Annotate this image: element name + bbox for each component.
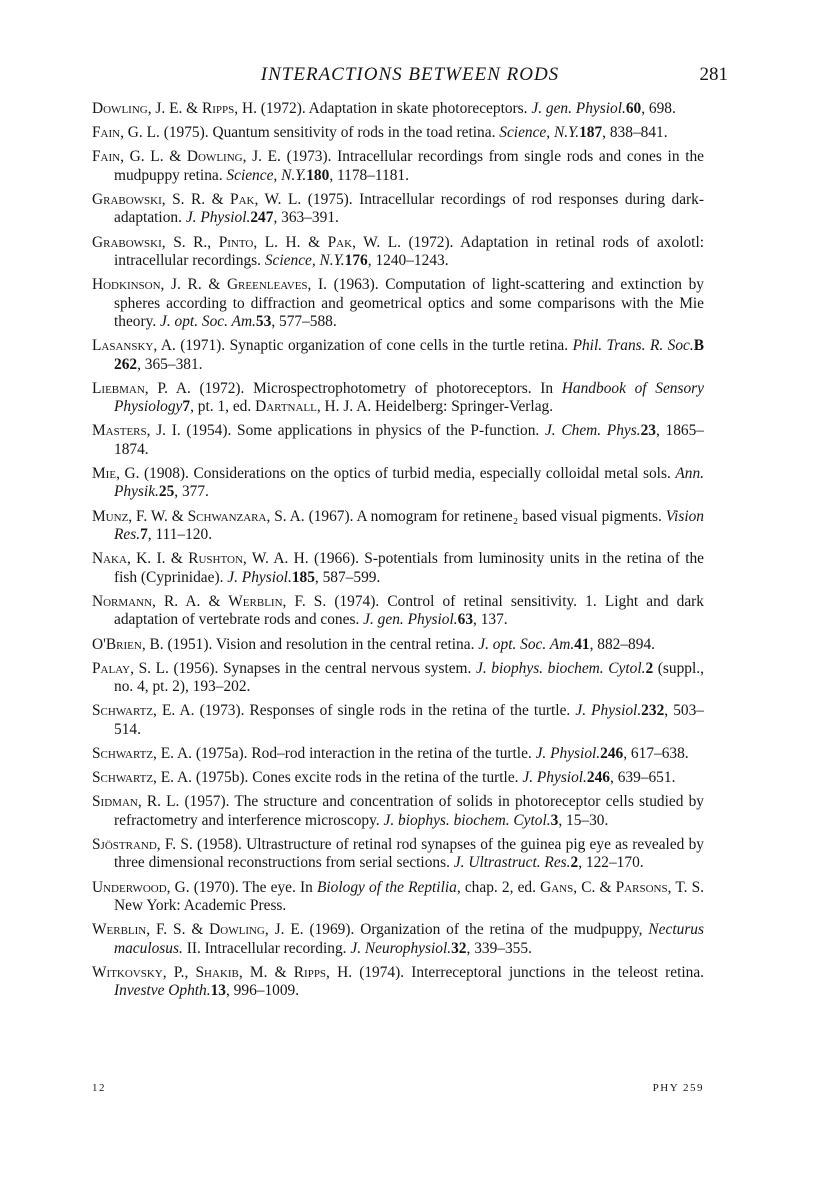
reference-item xyxy=(92,593,704,630)
reference-authors: Hodkinson, J. R. & Greenleaves, I. xyxy=(92,276,328,294)
reference-rest: (1958). Ultrastructure of retinal rod synapses of the guinea pig eye as revealed by three dimensional reconstructions from serial sections. xyxy=(114,835,704,872)
reference-rest: (1975b). Cones excite rods in the retina of the turtle. xyxy=(191,769,523,787)
reference-volume: 2 xyxy=(570,854,579,872)
reference-item xyxy=(92,550,704,587)
reference-pages: , 587–599. xyxy=(314,568,381,586)
reference-authors: Sjöstrand, F. S. xyxy=(92,835,193,853)
reference-pages: , 1865–1874. xyxy=(114,422,704,458)
reference-journal: J. Ultrastruct. Res. xyxy=(453,854,571,872)
page-footer xyxy=(92,1082,704,1102)
reference-item xyxy=(92,508,704,545)
reference-rest: (1963). Computation of light-scattering and extinction by spheres according to diffraction and geometrical optics and some comparisons with the Mie theory. xyxy=(114,276,705,331)
reference-journal: Necturus maculosus. xyxy=(114,921,704,957)
reference-volume: 185 xyxy=(291,568,315,586)
reference-journal: Vision Res. xyxy=(114,507,704,544)
reference-rest: (1971). Synaptic organization of cone cells in the turtle retina. xyxy=(175,337,573,355)
reference-authors: Grabowski, S. R., Pinto, L. H. & Pak, W. L. xyxy=(92,233,401,251)
reference-item xyxy=(92,234,704,271)
reference-journal: Science, N.Y. xyxy=(264,252,345,270)
reference-authors: Grabowski, S. R. & Pak, W. L. xyxy=(92,191,302,209)
reference-item xyxy=(92,100,704,118)
reference-volume: 32 xyxy=(451,939,467,957)
signature-mark: 12 xyxy=(92,1082,106,1094)
reference-volume: 63 xyxy=(457,611,474,629)
reference-authors: Witkovsky, P., Shakib, M. & Ripps, H. xyxy=(92,963,353,981)
reference-pages: , 377. xyxy=(174,483,209,501)
reference-pages: , 122–170. xyxy=(578,854,644,872)
reference-pages: , pt. 1, ed. xyxy=(190,398,256,416)
reference-journal: Ann. Physik. xyxy=(114,465,704,501)
reference-pages: , 111–120. xyxy=(147,526,213,544)
reference-rest: (1908). Considerations on the optics of turbid media, especially colloidal metal sols. xyxy=(139,465,676,483)
reference-volume: 60 xyxy=(625,100,642,117)
reference-pages: , 1178–1181. xyxy=(329,166,409,184)
reference-item xyxy=(92,191,704,228)
reference-rest: (1967). A nomogram for retinene₂ based visual pigments. xyxy=(304,507,666,525)
reference-volume: 13 xyxy=(210,982,226,1000)
reference-journal: J. gen. Physiol. xyxy=(531,100,626,117)
reference-pages: , 363–391. xyxy=(273,209,339,227)
reference-authors: Werblin, F. S. & Dowling, J. E. xyxy=(92,921,304,939)
reference-volume: 3 xyxy=(550,811,559,829)
reference-pages: , 15–30. xyxy=(558,811,609,829)
reference-rest: (1957). The structure and concentration of solids in photoreceptor cells studied by refractometry and interference microscopy. xyxy=(114,793,704,829)
reference-rest: (1969). Organization of the retina of the mudpuppy, xyxy=(303,921,649,939)
reference-volume: 176 xyxy=(344,252,368,270)
reference-journal: Science, N.Y. xyxy=(499,124,580,142)
reference-authors: Munz, F. W. & Schwanzara, S. A. xyxy=(92,507,305,525)
reference-item xyxy=(92,836,704,873)
reference-item xyxy=(92,465,704,502)
reference-authors: Schwartz, E. A. xyxy=(92,744,192,762)
reference-tail: , 339–355. xyxy=(466,939,532,957)
journal-code: PHY 259 xyxy=(652,1082,704,1094)
reference-journal: J. Physiol. xyxy=(185,209,251,227)
reference-authors: Normann, R. A. & Werblin, F. S. xyxy=(92,592,327,610)
reference-item xyxy=(92,769,704,787)
reference-authors: Masters, J. I. xyxy=(92,422,181,440)
reference-volume: 187 xyxy=(579,124,603,142)
reference-rest: (1973). Responses of single rods in the retina of the turtle. xyxy=(194,702,576,720)
reference-volume: 246 xyxy=(586,769,610,787)
page-header xyxy=(92,62,728,92)
reference-journal: J. Neurophysiol. xyxy=(350,939,452,957)
reference-volume: B 262 xyxy=(114,337,704,373)
reference-item xyxy=(92,921,704,958)
reference-pages: (suppl., no. 4, pt. 2), 193–202. xyxy=(114,659,704,696)
reference-authors: Dowling, J. E. & Ripps, H. xyxy=(92,100,257,117)
reference-rest: (1975). Quantum sensitivity of rods in the toad retina. xyxy=(159,124,500,142)
reference-pages: , 617–638. xyxy=(623,744,689,762)
reference-journal: Phil. Trans. R. Soc. xyxy=(572,337,694,355)
reference-rest: (1972). Adaptation in skate photoreceptors. xyxy=(256,100,532,117)
reference-journal: J. Physiol. xyxy=(227,568,292,586)
reference-journal: J. Physiol. xyxy=(522,769,587,787)
reference-volume: 25 xyxy=(158,483,175,501)
reference-rest: (1966). S-potentials from luminosity units in the retina of the fish (Cyprinidae). xyxy=(114,550,704,586)
reference-volume: 2 xyxy=(645,659,654,677)
reference-volume: 180 xyxy=(306,166,330,184)
reference-journal: J. biophys. biochem. Cytol. xyxy=(383,811,551,829)
reference-tail: New York: Academic Press. xyxy=(114,896,287,914)
reference-rest: (1973). Intracellular recordings from single rods and cones in the mudpuppy retina. xyxy=(114,148,705,184)
reference-item xyxy=(92,124,704,142)
reference-pages: , 882–894. xyxy=(589,635,655,653)
reference-authors: Mie, G. xyxy=(92,465,140,483)
reference-journal: Handbook of Sensory Physiology xyxy=(114,379,704,416)
reference-pages: , 137. xyxy=(473,611,508,629)
reference-rest: (1970). The eye. In xyxy=(189,878,317,896)
reference-journal: Biology of the Reptilia xyxy=(316,878,457,896)
reference-pages: , 838–841. xyxy=(602,124,668,142)
reference-journal: Investve Ophth. xyxy=(114,982,211,1000)
reference-rest: (1972). Adaptation in retinal rods of axolotl: intracellular recordings. xyxy=(114,233,704,270)
reference-item xyxy=(92,964,704,1001)
reference-authors: Fain, G. L. xyxy=(92,124,160,142)
reference-authors: Fain, G. L. & Dowling, J. E. xyxy=(92,148,281,166)
reference-pages: , 365–381. xyxy=(137,355,203,373)
reference-journal: J. Physiol. xyxy=(535,744,601,762)
reference-list xyxy=(92,100,704,1006)
reference-authors: Underwood, G. xyxy=(92,878,190,896)
reference-authors: Liebman, P. A. xyxy=(92,379,191,397)
reference-item xyxy=(92,660,704,697)
reference-pages: , chap. 2, ed. xyxy=(456,878,541,896)
reference-pages: , 639–651. xyxy=(610,769,676,787)
reference-volume: 23 xyxy=(640,422,656,440)
reference-authors: Schwartz, E. A. xyxy=(92,702,195,720)
reference-journal: J. biophys. biochem. Cytol. xyxy=(476,659,646,677)
reference-item xyxy=(92,380,704,417)
reference-volume: 247 xyxy=(250,209,274,227)
reference-item xyxy=(92,702,704,739)
page-number: 281 xyxy=(699,64,728,85)
reference-rest: (1974). Interreceptoral junctions in the teleost retina. xyxy=(352,963,704,981)
reference-rest: (1956). Synapses in the central nervous system. xyxy=(168,659,476,677)
reference-rest: (1954). Some applications in physics of the P-function. xyxy=(180,422,545,440)
reference-authors: Naka, K. I. & Rushton, W. A. H. xyxy=(92,550,309,568)
reference-item xyxy=(92,793,704,830)
reference-authors: Lasansky, A. xyxy=(92,337,176,355)
reference-volume: 7 xyxy=(140,526,148,544)
reference-authors: Schwartz, E. A. xyxy=(92,769,192,787)
reference-rest: (1974). Control of retinal sensitivity. 1. Light and dark adaptation of vertebrate rods and cones. xyxy=(114,592,704,629)
reference-volume: 232 xyxy=(641,702,665,720)
reference-tail: Heidelberg: Springer-Verlag. xyxy=(371,398,554,416)
reference-journal: Science, N.Y. xyxy=(226,166,307,184)
reference-rest: (1975). Intracellular recordings of rod responses during dark-adaptation. xyxy=(114,191,705,227)
reference-volume: 53 xyxy=(255,313,272,331)
reference-item xyxy=(92,276,704,331)
reference-journal: J. Physiol. xyxy=(575,702,642,720)
reference-item xyxy=(92,745,704,763)
reference-pages: , 577–588. xyxy=(271,313,337,331)
reference-pages: , 1240–1243. xyxy=(367,252,449,270)
reference-journal: J. gen. Physiol. xyxy=(363,611,458,629)
reference-authors: O'Brien, B. xyxy=(92,635,164,653)
reference-journal: J. opt. Soc. Am. xyxy=(478,635,575,653)
reference-authors: Gans, C. & Parsons, T. S. xyxy=(540,878,705,896)
reference-authors: Sidman, R. L. xyxy=(92,793,180,811)
reference-item xyxy=(92,422,704,459)
reference-journal: J. Chem. Phys. xyxy=(544,422,641,440)
reference-volume: 7 xyxy=(182,398,191,416)
reference-authors: Dartnall, H. J. A. xyxy=(255,398,372,416)
running-title: INTERACTIONS BETWEEN RODS xyxy=(260,64,560,85)
reference-journal: J. opt. Soc. Am. xyxy=(160,313,256,331)
reference-rest: (1975a). Rod–rod interaction in the retina of the turtle. xyxy=(191,744,536,762)
reference-rest: (1972). Microspectrophotometry of photoreceptors. In xyxy=(190,379,562,397)
reference-pages: , 698. xyxy=(641,100,676,117)
reference-volume: 246 xyxy=(600,744,624,762)
reference-item xyxy=(92,337,704,374)
reference-pages: II. Intracellular recording. xyxy=(182,939,351,957)
reference-item xyxy=(92,148,704,185)
reference-item xyxy=(92,879,704,916)
reference-volume: 41 xyxy=(574,635,590,653)
reference-pages: , 996–1009. xyxy=(225,982,300,1000)
reference-item xyxy=(92,636,704,654)
reference-pages: , 503–514. xyxy=(114,702,704,738)
reference-authors: Palay, S. L. xyxy=(92,659,169,677)
reference-rest: (1951). Vision and resolution in the central retina. xyxy=(163,635,479,653)
